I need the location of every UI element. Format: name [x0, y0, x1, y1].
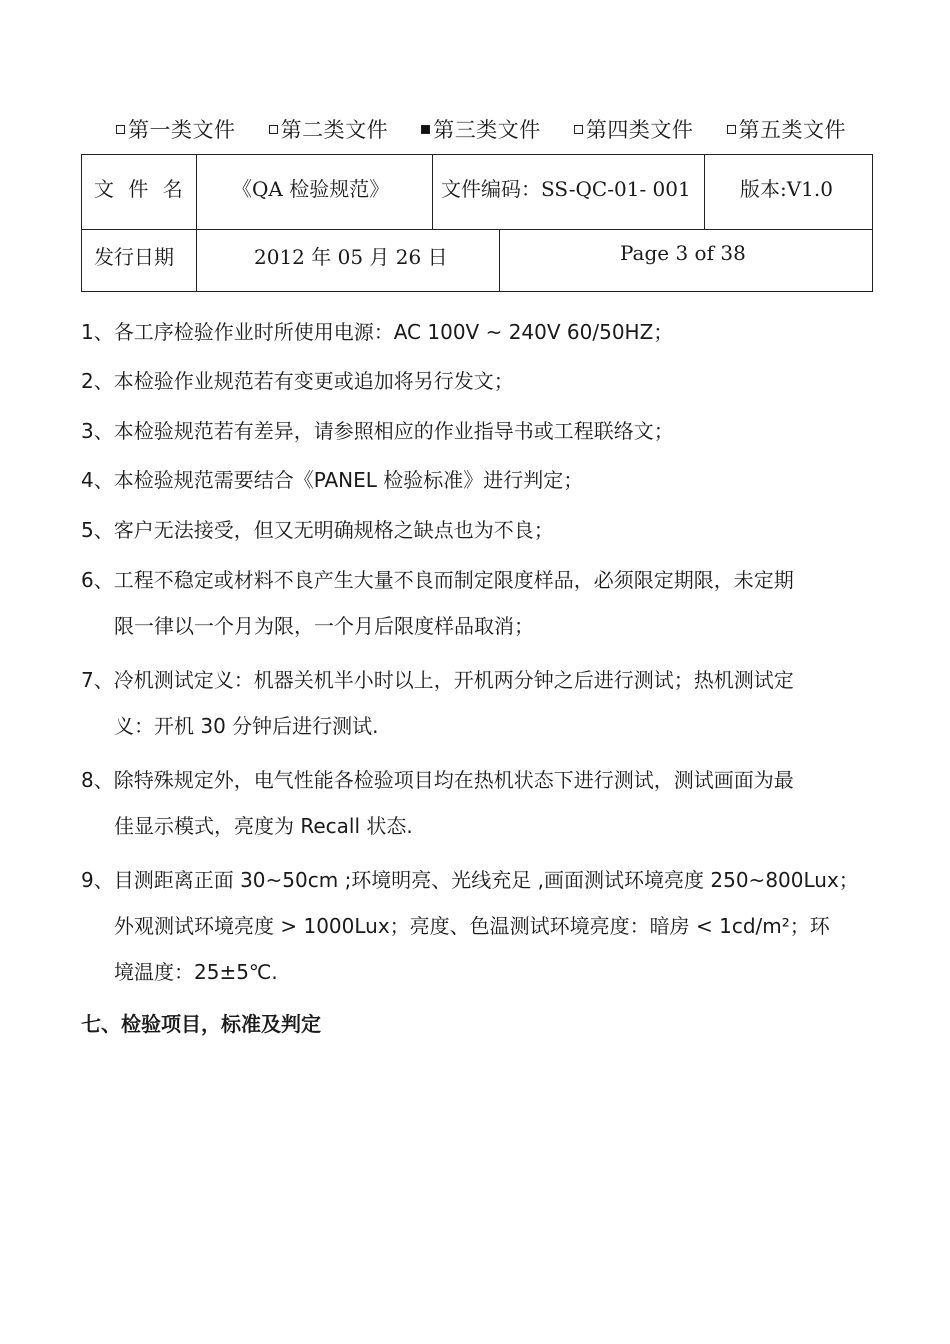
category-option[interactable]: [269, 114, 389, 144]
list-item-text: 境温度：25±5℃.: [114, 960, 278, 984]
issue-date-label: 发行日期: [94, 245, 174, 269]
list-item: [81, 309, 876, 355]
section-title: 七、检验项目，标准及判定: [81, 1012, 321, 1036]
version-label: 版本:V1.0: [740, 177, 833, 201]
filename-label: 文 件 名: [94, 177, 187, 201]
list-item-text: 3、本检验规范若有差异，请参照相应的作业指导书或工程联络文；: [81, 419, 674, 443]
checkbox-checked-icon[interactable]: [421, 125, 430, 134]
checkbox-icon[interactable]: [727, 125, 736, 134]
list-item: [81, 857, 876, 995]
list-item-text: 9、目测距离正面 30~50cm ;环境明亮、光线充足 ,画面测试环境亮度 250~800Lux；: [81, 868, 859, 892]
list-item-text: 佳显示模式，亮度为 Recall 状态.: [114, 814, 413, 838]
list-item-text: 4、本检验规范需要结合《PANEL 检验标准》进行判定；: [81, 468, 584, 492]
list-item-text: 8、除特殊规定外，电气性能各检验项目均在热机状态下进行测试，测试画面为最: [81, 768, 794, 792]
list-item-text: 5、客户无法接受，但又无明确规格之缺点也为不良；: [81, 518, 554, 542]
list-item: [81, 657, 876, 749]
category-option[interactable]: [421, 114, 541, 144]
document-code: 文件编码：SS-QC-01- 001: [441, 177, 691, 201]
list-item: [81, 557, 876, 649]
category-label: 第一类文件: [128, 118, 236, 142]
issue-date-value: 2012 年 05 月 26 日: [254, 245, 448, 269]
table-divider: [432, 155, 433, 229]
list-item-text: 6、工程不稳定或材料不良产生大量不良而制定限度样品，必须限定期限，未定期: [81, 568, 794, 592]
list-item-text: 外观测试环境亮度 > 1000Lux；亮度、色温测试环境亮度：暗房 < 1cd/m²；环: [114, 914, 830, 938]
checkbox-icon[interactable]: [116, 125, 125, 134]
document-header-table: [81, 154, 873, 292]
table-divider: [196, 155, 197, 291]
list-item-text: 7、冷机测试定义：机器关机半小时以上，开机两分钟之后进行测试；热机测试定: [81, 668, 794, 692]
list-item: [81, 358, 876, 404]
checkbox-icon[interactable]: [269, 125, 278, 134]
category-label: 第五类文件: [738, 118, 846, 142]
list-item: [81, 757, 876, 849]
table-divider: [704, 155, 705, 229]
list-item: [81, 457, 876, 503]
category-option[interactable]: [574, 114, 694, 144]
list-item-text: 限一律以一个月为限，一个月后限度样品取消；: [114, 614, 534, 638]
category-option[interactable]: [727, 114, 847, 144]
page-number: Page 3 of 38: [620, 241, 746, 265]
category-label: 第四类文件: [585, 118, 694, 142]
category-label: 第三类文件: [433, 118, 541, 142]
category-label: 第二类文件: [280, 118, 389, 142]
category-option[interactable]: [116, 114, 236, 144]
table-divider: [499, 229, 500, 291]
table-divider: [82, 229, 872, 230]
list-item: [81, 408, 876, 454]
list-item-text: 义：开机 30 分钟后进行测试.: [114, 714, 379, 738]
filename-value: 《QA 检验规范》: [232, 177, 390, 201]
list-item-text: 2、本检验作业规范若有变更或追加将另行发文；: [81, 369, 514, 393]
list-item-text: 1、各工序检验作业时所使用电源：AC 100V ~ 240V 60/50HZ；: [81, 320, 674, 344]
list-item: [81, 507, 876, 553]
document-category-row: [116, 114, 846, 144]
checkbox-icon[interactable]: [574, 125, 583, 134]
